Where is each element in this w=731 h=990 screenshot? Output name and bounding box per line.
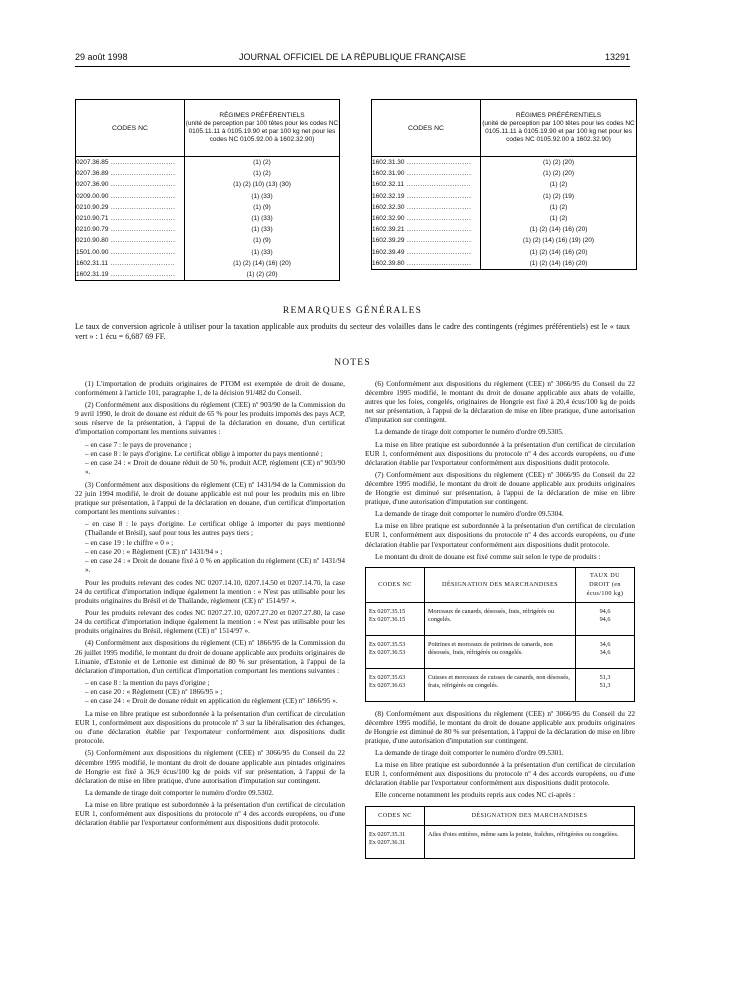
regime-value: (1) (2) [549, 181, 568, 189]
page-header [75, 52, 630, 64]
leader-dots: ............................ [108, 270, 176, 278]
leader-dots: ............................ [108, 259, 175, 267]
header-page-number: 13291 [604, 52, 630, 62]
note-paragraph: (3) Conformément aux dispositions du règlement (CE) nº 1431/94 de la Commission du 22 juin 1994 modifié, le droit de douane applicable est nul pour les produits mis en libre pratique sur présentation, à l'appui de la déclaration en douane, d'un certificat d'importation comportant les mentions suivantes : [75, 479, 345, 517]
leader-dots: ............................ [108, 226, 176, 234]
note-paragraph: La demande de tirage doit comporter le numéro d'ordre 09.5302. [85, 787, 274, 797]
note-list-item: – en case 8 : le pays d'origine. Le certificat oblige à importer du pays mentionné (Thaïlande et Brésil), sauf pour tous les autres pays tiers ; [85, 519, 345, 538]
taux-rate-header: TAUX DU DROIT (en écus/100 kg) [576, 567, 635, 602]
nc-code: 0210.90.79 [76, 226, 109, 234]
nc-code-row [372, 213, 480, 224]
nc-code: 1602.39.80 [372, 259, 405, 267]
note-paragraph: (6) Conformément aux dispositions du règlement (CEE) nº 3066/95 du Conseil du 22 décembre 1995 modifié, le montant du droit de douane applicable aux abats de volaille, autres que les foies, congelés, originaires de Hongrie est fixé à 20,4 écus/100 kg de poids net sur présentation, à l'appui de la déclaration de mise en libre pratique, d'une autorisation d'imputation sur contingent. [365, 379, 635, 425]
nc-code: 1602.32.19 [372, 192, 405, 200]
header-date: 29 août 1998 [75, 52, 128, 62]
taux-designation-cell: Cuisses et morceaux de cuisses de canards, non désossés, frais, réfrigérés ou congelés. [425, 668, 576, 701]
taux-codes-cell: Ex 0207.35.15 Ex 0207.36.15 [366, 602, 425, 635]
taux-codes-cell: Ex 0207.35.53 Ex 0207.36.53 [366, 635, 425, 668]
nc-code: 1602.32.30 [372, 203, 405, 211]
regime-value: (1) (2) [253, 159, 271, 166]
nc-code-row [76, 247, 184, 258]
note-paragraph: La mise en libre pratique est subordonnée à la présentation d'un certificat de circulation EUR 1, conformément aux dispositions du protocole nº 4 des accords européens, ou d'une déclaration établie par l'exportateur conformément aux dispositions dudit protocole. [365, 439, 635, 467]
leader-dots: ............................ [404, 170, 472, 178]
leader-dots: ............................ [404, 237, 472, 245]
note-list-item: – en case 8 : le pays d'origine. Le certificat oblige à importer du pays mentionné ; [85, 448, 323, 458]
droit-rates-table [365, 567, 635, 702]
codes-column [372, 157, 481, 270]
tariff-table-left [75, 99, 340, 281]
nc-code-row [76, 191, 184, 202]
nc-code: 1602.39.49 [372, 248, 405, 256]
remarques-title: REMARQUES GÉNÉRALES [282, 306, 423, 316]
note-list-item: – en case 20 : « Règlement (CE) nº 1866/95 » ; [85, 686, 223, 696]
nc-code: 0210.90.29 [76, 203, 109, 211]
regime-value: (1) (2) [253, 170, 271, 178]
note-list-item: – en case 24 : « Droit de douane fixé à 0 % en application du règlement (CE) nº 1431/94 ». [85, 555, 345, 574]
regime-value: (1) (2) [549, 203, 568, 211]
leader-dots: ............................ [404, 181, 471, 189]
nc-code: 1602.31.19 [76, 270, 109, 278]
note-paragraph: La mise en libre pratique est subordonnée à la présentation d'un certificat de circulation EUR 1, conformément aux dispositions du protocole nº 4 des accords européens, ou d'une déclaration établie par l'exportateur conformément aux dispositions dudit protocole. [365, 521, 635, 549]
leader-dots: ............................ [404, 248, 472, 256]
goods-codes-header: CODES NC [366, 806, 425, 825]
regimes-subtitle: (unité de perception par 100 têtes pour les codes NC 0105.11.11 à 0105.19.90 et par 100 kg net pour les codes NC 0105.92.00 à 1602.32.90) [482, 120, 635, 143]
regime-value: (1) (2) (14) (16) (20) [529, 248, 588, 256]
nc-code-row [76, 258, 184, 269]
header-title: JOURNAL OFFICIEL DE LA RÉPUBLIQUE FRANÇAISE [239, 52, 466, 62]
leader-dots: ............................ [108, 181, 176, 189]
note-paragraph: La demande de tirage doit comporter le numéro d'ordre 09.5304. [375, 509, 564, 519]
nc-code: 0207.36.89 [76, 170, 109, 178]
taux-rate-cell: 51,3 51,3 [576, 668, 635, 701]
nc-code-row [76, 179, 184, 190]
leader-dots: ............................ [108, 203, 176, 211]
leader-dots: ............................ [108, 214, 176, 222]
note-paragraph: (4) Conformément aux dispositions du règlement (CE) nº 1866/95 de la Commission du 26 juillet 1995 modifié, le montant du droit de douane applicable aux produits originaires de Lituanie, d'Estonie et de Lettonie est diminué de 80 % sur présentation, à l'appui de la déclaration d'importation, d'un certificat d'importation comportant les mentions suivantes : [75, 638, 345, 675]
regimes-title: RÉGIMES PRÉFÉRENTIELS [219, 112, 305, 119]
taux-designation-header: DÉSIGNATION DES MARCHANDISES [425, 567, 576, 602]
nc-code: 1602.32.11 [372, 181, 405, 189]
nc-code-row [372, 202, 480, 213]
note-paragraph: La mise en libre pratique est subordonnée à la présentation d'un certificat de circulation EUR 1, conformément aux dispositions du protocole nº 4 des accords européens, ou d'une déclaration établie par l'exportateur conformément aux dispositions dudit protocole. [365, 760, 635, 788]
leader-dots: ............................ [404, 203, 472, 211]
note-paragraph: Pour les produits relevant des codes NC 0207.14.10, 0207.14.50 et 0207.14.70, la case 24 du certificat d'importation indique également la mention : « N'est pas utilisable pour les produits originaires du Brésil et de Thaïlande, règlement (CE) nº 1514/97 ». [75, 577, 345, 606]
taux-rate-cell: 94,6 94,6 [576, 602, 635, 635]
regime-value: (1) (2) (14) (16) (19) (20) [522, 237, 595, 245]
nc-code: 0207.36.85 [76, 159, 109, 166]
note-paragraph: (5) Conformément aux dispositions du règlement (CEE) nº 3066/95 du Conseil du 22 décembre 1995 modifié, le montant du droit de douane applicable aux pintades originaires de Hongrie est fixé à 36,9 écus/100 kg de poids vif sur présentation, à l'appui de la déclaration de mise en libre pratique, d'une autorisation d'imputation sur contingent. [75, 748, 345, 785]
note-paragraph: La mise en libre pratique est subordonnée à la présentation d'un certificat de circulation EUR 1, conformément aux dispositions du protocole nº 3 sur la libéralisation des échanges, ou d'une déclaration établie par l'exportateur conformément aux dispositions dudit protocole. [75, 709, 345, 746]
goods-codes-cell: Ex 0207.35.31 Ex 0207.36.31 [366, 825, 425, 858]
nc-code: 0207.36.90 [76, 181, 109, 189]
nc-code-row [76, 157, 184, 168]
nc-code: 1602.39.29 [372, 237, 405, 245]
regimes-header [481, 100, 637, 157]
note-paragraph: (1) L'importation de produits originaires de PTOM est exemptée de droit de douane, conformément à l'article 101, paragraphe 1, de la décision 91/482 du Conseil. [75, 379, 345, 398]
leader-dots: ............................ [404, 226, 472, 234]
nc-code-row [372, 168, 480, 179]
regime-value: (1) (2) (19) [542, 192, 575, 200]
regime-value: (1) (2) (14) (16) (20) [529, 226, 588, 234]
notes-column-left [75, 379, 345, 830]
nc-code-row [76, 168, 184, 179]
nc-code-row [76, 213, 184, 224]
regime-value: (1) (2) (20) [542, 170, 575, 178]
regime-value: (1) (9) [253, 203, 271, 211]
regimes-title: RÉGIMES PRÉFÉRENTIELS [515, 112, 602, 119]
leader-dots: ............................ [108, 237, 176, 245]
note-paragraph: La mise en libre pratique est subordonnée à la présentation d'un certificat de circulation EUR 1, conformément aux dispositions du protocole nº 4 des accords européens, ou d'une déclaration établie par l'exportateur conformément aux dispositions dudit protocole. [75, 799, 345, 828]
remarques-text: Le taux de conversion agricole à utiliser pour la taxation applicable aux produits du secteur des volailles dans le cadre des contingents (régimes préférentiels) est le « taux vert » : 1 écu = 6,687 69 FF. [75, 322, 630, 341]
note-paragraph: Le montant du droit de douane est fixé comme suit selon le type de produits : [375, 551, 601, 561]
nc-code-row [372, 179, 480, 190]
taux-table-row [366, 668, 635, 701]
leader-dots: ............................ [404, 192, 472, 200]
regimes-header [185, 100, 340, 157]
note-list-item: – en case 19 : le chiffre « 0 » ; [85, 537, 174, 547]
goods-codes-table [365, 806, 635, 859]
regime-value: (1) (2) (14) (16) (20) [529, 259, 588, 267]
leader-dots: ............................ [108, 170, 176, 178]
notes-right-part-a [365, 379, 635, 561]
taux-codes-cell: Ex 0207.35.63 Ex 0207.36.63 [366, 668, 425, 701]
note-paragraph: Elle concerne notamment les produits repris aux codes NC ci-après : [375, 790, 576, 800]
regime-value: (1) (33) [251, 214, 273, 222]
regime-value: (1) (2) (10) (13) (30) [233, 181, 291, 189]
nc-code: 1602.31.90 [372, 170, 405, 178]
nc-code-row [76, 235, 184, 246]
notes-title: NOTES [334, 358, 371, 368]
leader-dots: ............................ [404, 159, 472, 166]
regime-value: (1) (2) (14) (16) (20) [233, 259, 291, 267]
regime-value: (1) (2) (20) [542, 159, 575, 166]
nc-code-row [76, 202, 184, 213]
note-paragraph: (2) Conformément aux dispositions du règlement (CEE) nº 903/90 de la Commission du 9 avril 1990, le droit de douane est réduit de 65 % pour les produits importés des pays ACP, sous réserve de la présentation, à l'appui de la déclaration en douane, d'un certificat d'importation comportant les mentions suivantes : [75, 400, 345, 437]
regimes-column [481, 157, 637, 270]
notes-right-part-b [365, 709, 635, 800]
nc-code-row [76, 269, 184, 280]
nc-code-row [372, 258, 480, 269]
note-list-item: – en case 24 : « Droit de douane réduit en application du règlement (CE) nº 1866/95 ». [85, 696, 338, 705]
nc-code: 1602.31.11 [76, 259, 109, 267]
regime-value: (1) (9) [253, 237, 271, 245]
tariff-table-right [371, 99, 637, 270]
regime-value: (1) (33) [251, 248, 273, 256]
note-list-item: – en case 8 : la mention du pays d'origine ; [85, 677, 210, 687]
nc-code: 1602.31.30 [372, 159, 405, 166]
regime-value: (1) (2) [549, 214, 568, 222]
note-paragraph: Pour les produits relevant des codes NC 0207.27.10, 0207.27.20 et 0207.27.80, la case 24 du certificat d'importation indique également la mention : « N'est pas utilisable pour les produits originaires du Brésil, règlement (CE) nº 1514/97 ». [75, 608, 345, 636]
leader-dots: ............................ [108, 192, 176, 200]
nc-code: 1602.32.90 [372, 214, 405, 222]
taux-designation-cell: Poitrines et morceaux de poitrines de canards, non désossés, frais, réfrigérés ou congelés. [425, 635, 576, 668]
nc-code-row [372, 191, 480, 202]
regimes-subtitle: (unité de perception par 100 têtes pour les codes NC 0105.11.11 à 0105.19.90 et par 100 kg net pour les codes NC 0105.92.00 à 1602.32.90) [185, 120, 339, 143]
leader-dots: ............................ [404, 259, 472, 267]
codes-nc-header: CODES NC [76, 100, 185, 157]
header-rule [75, 66, 630, 67]
regime-value: (1) (2) (20) [246, 270, 278, 278]
nc-code-row [372, 235, 480, 246]
regime-value: (1) (33) [251, 226, 273, 234]
nc-code: 0209.00.90 [76, 192, 109, 200]
nc-code-row [372, 247, 480, 258]
codes-column [76, 157, 185, 281]
note-paragraph: La demande de tirage doit comporter le numéro d'ordre 09.5305. [375, 427, 564, 437]
note-paragraph: (8) Conformément aux dispositions du règlement (CEE) nº 3066/95 du Conseil du 22 décembre 1995 modifié, le montant du droit de douane applicable aux produits originaires de Hongrie est diminué de 80 % sur présentation, à l'appui de la déclaration de mise en libre pratique, d'une autorisation d'imputation sur contingent. [365, 708, 635, 745]
regimes-column [185, 157, 340, 281]
note-paragraph: (7) Conformément aux dispositions du règlement (CEE) nº 3066/95 du Conseil du 22 décembre 1995 modifié, le montant du droit de douane applicable aux produits originaires de Hongrie est diminué sur présentation, à l'appui de la déclaration de mise en libre pratique, d'une autorisation d'imputation sur contingent. [365, 469, 635, 507]
nc-code: 1501.00.90 [76, 248, 109, 256]
nc-code-row [372, 157, 480, 168]
regime-value: (1) (33) [251, 192, 273, 200]
leader-dots: ............................ [404, 214, 472, 222]
goods-designation-header: DÉSIGNATION DES MARCHANDISES [425, 806, 635, 825]
notes-column-right [365, 379, 635, 866]
nc-code: 1602.39.21 [372, 226, 405, 234]
taux-table-row [366, 602, 635, 635]
nc-code: 0210.90.80 [76, 237, 109, 245]
nc-code-row [372, 224, 480, 235]
leader-dots: ............................ [108, 159, 176, 166]
note-list-item: – en case 7 : le pays de provenance ; [85, 439, 192, 449]
note-paragraph: La demande de tirage doit comporter le numéro d'ordre 09.5301. [375, 748, 564, 758]
taux-table-row [366, 635, 635, 668]
taux-designation-cell: Morceaux de canards, désossés, frais, réfrigérés ou congelés. [425, 602, 576, 635]
taux-rate-cell: 34,6 34,6 [576, 635, 635, 668]
leader-dots: ............................ [108, 248, 176, 256]
nc-code: 0210.90.71 [76, 214, 109, 222]
goods-designation-cell: Ailes d'oies entières, même sans la pointe, fraîches, réfrigérées ou congelées. [425, 825, 635, 858]
note-list-item: – en case 24 : « Droit de douane réduit de 50 %, produit ACP, règlement (CE) nº 903/90 ». [85, 457, 345, 476]
taux-codes-header: CODES NC [366, 567, 425, 602]
goods-table-row [366, 825, 635, 858]
nc-code-row [76, 224, 184, 235]
note-list-item: – en case 20 : « Règlement (CE) nº 1431/94 » ; [85, 546, 223, 556]
codes-nc-header: CODES NC [372, 100, 481, 157]
